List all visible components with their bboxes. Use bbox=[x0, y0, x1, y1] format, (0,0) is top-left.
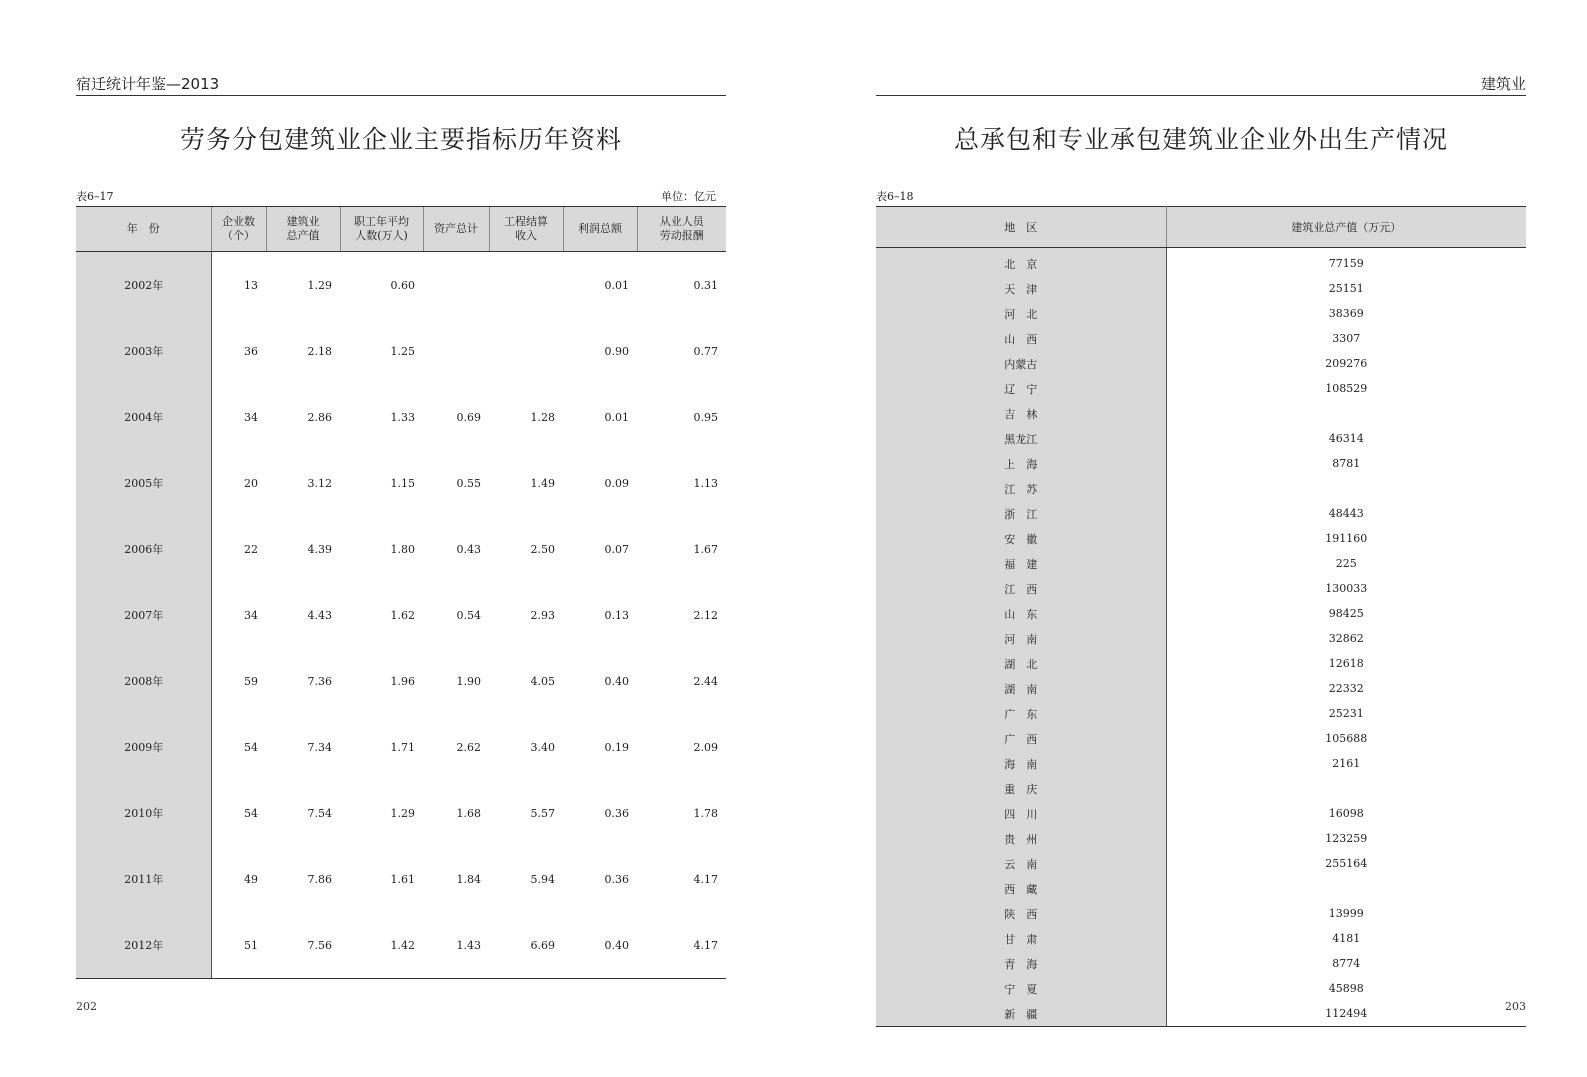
column-header bbox=[340, 207, 423, 252]
table-row bbox=[876, 401, 1526, 426]
value-cell: 1.13 bbox=[693, 476, 718, 490]
left-page bbox=[76, 0, 726, 1077]
region-cell: 吉 林 bbox=[876, 401, 1166, 426]
value-cell: 7.36 bbox=[307, 674, 332, 688]
value-cell: 98425 bbox=[1328, 607, 1364, 620]
table-row bbox=[876, 676, 1526, 701]
value-cell: 2.12 bbox=[693, 608, 718, 622]
value-cell: 13999 bbox=[1328, 907, 1364, 920]
value-cell: 4181 bbox=[1332, 932, 1361, 945]
value-cell: 54 bbox=[244, 740, 258, 754]
value-cell: 1.61 bbox=[390, 872, 415, 886]
table-row bbox=[876, 426, 1526, 451]
value-cell: 8774 bbox=[1332, 957, 1361, 970]
value-cell: 0.09 bbox=[604, 476, 629, 490]
value-cell: 0.60 bbox=[390, 278, 415, 292]
value-cell: 51 bbox=[211, 912, 266, 979]
header-rule bbox=[76, 95, 726, 96]
value-cell: 1.90 bbox=[456, 674, 481, 688]
value-cell: 2.93 bbox=[530, 608, 555, 622]
region-cell: 山 东 bbox=[876, 601, 1166, 626]
table-row bbox=[876, 776, 1526, 801]
table-body bbox=[76, 252, 726, 979]
table-row bbox=[876, 926, 1526, 951]
value-cell: 4.17 bbox=[637, 912, 726, 979]
region-cell: 江 西 bbox=[876, 576, 1166, 601]
region-cell: 四 川 bbox=[876, 801, 1166, 826]
column-header bbox=[489, 207, 563, 252]
value-cell: 34 bbox=[244, 410, 258, 424]
value-cell: 0.43 bbox=[456, 542, 481, 556]
year-cell: 2003年 bbox=[76, 318, 211, 384]
year-cell: 2009年 bbox=[76, 714, 211, 780]
value-cell: 0.36 bbox=[604, 806, 629, 820]
value-cell: 1.29 bbox=[390, 806, 415, 820]
region-cell: 山 西 bbox=[876, 326, 1166, 351]
region-cell: 上 海 bbox=[876, 451, 1166, 476]
value-cell: 4.43 bbox=[307, 608, 332, 622]
value-cell: 1.67 bbox=[693, 542, 718, 556]
value-cell bbox=[423, 318, 489, 384]
table-row bbox=[76, 846, 726, 912]
table-row bbox=[876, 576, 1526, 601]
value-cell: 36 bbox=[244, 344, 258, 358]
region-cell: 新 疆 bbox=[876, 1001, 1166, 1027]
table-row bbox=[876, 901, 1526, 926]
page-number-left: 202 bbox=[76, 1000, 97, 1013]
page-number-right: 203 bbox=[1505, 1000, 1526, 1013]
table-row bbox=[76, 648, 726, 714]
table-row bbox=[76, 714, 726, 780]
value-cell: 4.05 bbox=[530, 674, 555, 688]
running-head-right bbox=[876, 74, 1526, 94]
header-line: 劳动报酬 bbox=[659, 229, 704, 242]
value-cell bbox=[489, 252, 563, 319]
header-line: 建筑业 bbox=[286, 215, 320, 228]
header-line: 年 份 bbox=[126, 222, 160, 235]
value-cell bbox=[423, 252, 489, 319]
table-row bbox=[876, 351, 1526, 376]
table-row bbox=[76, 516, 726, 582]
column-header bbox=[423, 207, 489, 252]
value-cell: 3307 bbox=[1332, 332, 1361, 345]
column-header bbox=[266, 207, 340, 252]
value-cell: 1.49 bbox=[530, 476, 555, 490]
value-cell: 32862 bbox=[1328, 632, 1364, 645]
region-cell: 浙 江 bbox=[876, 501, 1166, 526]
value-cell bbox=[1166, 876, 1526, 901]
page-title-right: 总承包和专业承包建筑业企业外出生产情况 bbox=[953, 125, 1448, 154]
table-header-row bbox=[76, 207, 726, 252]
value-cell: 0.55 bbox=[456, 476, 481, 490]
value-cell: 0.54 bbox=[456, 608, 481, 622]
value-cell: 191160 bbox=[1325, 532, 1368, 545]
value-cell: 123259 bbox=[1325, 832, 1368, 845]
value-cell: 0.69 bbox=[456, 410, 481, 424]
region-cell: 北 京 bbox=[876, 248, 1166, 277]
region-cell: 云 南 bbox=[876, 851, 1166, 876]
region-cell: 甘 肃 bbox=[876, 926, 1166, 951]
running-head-text: 宿迁统计年鉴—2013 bbox=[76, 75, 220, 93]
region-cell: 天 津 bbox=[876, 276, 1166, 301]
column-header: 地 区 bbox=[876, 207, 1166, 248]
value-cell: 22332 bbox=[1328, 682, 1364, 695]
value-cell: 2.18 bbox=[307, 344, 332, 358]
value-cell: 0.19 bbox=[604, 740, 629, 754]
value-cell: 0.13 bbox=[604, 608, 629, 622]
value-cell: 4.39 bbox=[307, 542, 332, 556]
value-cell: 1.80 bbox=[390, 542, 415, 556]
value-cell: 38369 bbox=[1328, 307, 1364, 320]
region-cell: 河 北 bbox=[876, 301, 1166, 326]
value-cell: 1.68 bbox=[456, 806, 481, 820]
table-row bbox=[876, 526, 1526, 551]
table-row bbox=[76, 318, 726, 384]
header-rule bbox=[876, 95, 1526, 96]
value-cell: 59 bbox=[244, 674, 258, 688]
value-cell: 2161 bbox=[1332, 757, 1361, 770]
region-cell: 海 南 bbox=[876, 751, 1166, 776]
value-cell: 13 bbox=[244, 278, 258, 292]
value-cell: 0.07 bbox=[604, 542, 629, 556]
region-cell: 安 徽 bbox=[876, 526, 1166, 551]
value-cell: 108529 bbox=[1325, 382, 1368, 395]
value-cell: 8781 bbox=[1332, 457, 1361, 470]
table-row bbox=[76, 780, 726, 846]
value-cell: 4.17 bbox=[693, 872, 718, 886]
year-cell: 2006年 bbox=[76, 516, 211, 582]
column-header bbox=[211, 207, 266, 252]
value-cell: 2.62 bbox=[456, 740, 481, 754]
header-line: 企业数 bbox=[222, 215, 255, 228]
table-code-right: 表6–18 bbox=[876, 190, 914, 203]
page-title-left: 劳务分包建筑业企业主要指标历年资料 bbox=[179, 125, 622, 154]
column-header bbox=[76, 207, 211, 252]
value-cell: 1.96 bbox=[390, 674, 415, 688]
value-cell: 34 bbox=[244, 608, 258, 622]
value-cell: 0.95 bbox=[693, 410, 718, 424]
table-row bbox=[876, 248, 1526, 277]
header-line: （个） bbox=[222, 229, 255, 242]
region-cell: 广 西 bbox=[876, 726, 1166, 751]
table-row bbox=[876, 501, 1526, 526]
value-cell: 0.31 bbox=[693, 278, 718, 292]
region-cell: 河 南 bbox=[876, 626, 1166, 651]
value-cell: 12618 bbox=[1328, 657, 1364, 670]
table-row bbox=[876, 751, 1526, 776]
table-row bbox=[876, 1001, 1526, 1027]
value-cell: 7.54 bbox=[307, 806, 332, 820]
value-cell bbox=[1166, 401, 1526, 426]
table-header-row bbox=[876, 207, 1526, 248]
region-cell: 辽 宁 bbox=[876, 376, 1166, 401]
value-cell: 5.57 bbox=[530, 806, 555, 820]
value-cell: 2.50 bbox=[530, 542, 555, 556]
table-row bbox=[876, 326, 1526, 351]
region-cell: 陕 西 bbox=[876, 901, 1166, 926]
value-cell: 3.12 bbox=[307, 476, 332, 490]
value-cell: 0.36 bbox=[604, 872, 629, 886]
region-cell: 重 庆 bbox=[876, 776, 1166, 801]
value-cell: 255164 bbox=[1325, 857, 1368, 870]
value-cell: 48443 bbox=[1328, 507, 1364, 520]
value-cell: 20 bbox=[244, 476, 258, 490]
value-cell: 2.44 bbox=[693, 674, 718, 688]
column-header bbox=[563, 207, 637, 252]
header-line: 人数(万人) bbox=[355, 229, 408, 242]
table-row bbox=[876, 826, 1526, 851]
table-row bbox=[876, 951, 1526, 976]
table-row bbox=[76, 912, 726, 979]
header-line: 从业人员 bbox=[659, 215, 704, 228]
value-cell bbox=[489, 318, 563, 384]
value-cell: 77159 bbox=[1328, 257, 1364, 270]
year-cell: 2012年 bbox=[76, 912, 211, 979]
value-cell: 1.43 bbox=[423, 912, 489, 979]
value-cell: 1.15 bbox=[390, 476, 415, 490]
region-cell: 湖 南 bbox=[876, 676, 1166, 701]
value-cell: 7.56 bbox=[266, 912, 340, 979]
region-cell: 青 海 bbox=[876, 951, 1166, 976]
column-header: 建筑业总产值（万元） bbox=[1166, 207, 1526, 248]
value-cell: 225 bbox=[1335, 557, 1357, 570]
column-header bbox=[637, 207, 726, 252]
external-production-table bbox=[876, 206, 1526, 1027]
value-cell: 49 bbox=[244, 872, 258, 886]
header-line: 职工年平均 bbox=[354, 215, 409, 228]
table-row bbox=[76, 252, 726, 319]
right-page bbox=[876, 0, 1526, 1077]
header-line: 工程结算 bbox=[504, 215, 548, 228]
value-cell: 22 bbox=[244, 542, 258, 556]
table-row bbox=[876, 626, 1526, 651]
table-row bbox=[876, 851, 1526, 876]
value-cell: 209276 bbox=[1325, 357, 1368, 370]
value-cell: 0.77 bbox=[693, 344, 718, 358]
table-row bbox=[876, 276, 1526, 301]
table-row bbox=[876, 301, 1526, 326]
region-cell: 内蒙古 bbox=[876, 351, 1166, 376]
table-body bbox=[876, 248, 1526, 1027]
value-cell: 5.94 bbox=[530, 872, 555, 886]
year-cell: 2004年 bbox=[76, 384, 211, 450]
value-cell: 7.34 bbox=[307, 740, 332, 754]
value-cell bbox=[1166, 476, 1526, 501]
value-cell: 1.42 bbox=[340, 912, 423, 979]
table-row bbox=[876, 451, 1526, 476]
value-cell: 2.09 bbox=[693, 740, 718, 754]
region-cell: 江 苏 bbox=[876, 476, 1166, 501]
value-cell: 105688 bbox=[1325, 732, 1368, 745]
region-cell: 西 藏 bbox=[876, 876, 1166, 901]
value-cell: 16098 bbox=[1328, 807, 1364, 820]
value-cell: 1.33 bbox=[390, 410, 415, 424]
value-cell: 7.86 bbox=[307, 872, 332, 886]
region-cell: 福 建 bbox=[876, 551, 1166, 576]
region-cell: 宁 夏 bbox=[876, 976, 1166, 1001]
header-line: 收入 bbox=[515, 229, 537, 242]
table-row bbox=[876, 726, 1526, 751]
region-cell: 广 东 bbox=[876, 701, 1166, 726]
table-row bbox=[76, 450, 726, 516]
value-cell: 1.84 bbox=[456, 872, 481, 886]
value-cell: 45898 bbox=[1328, 982, 1364, 995]
year-cell: 2002年 bbox=[76, 252, 211, 319]
year-cell: 2008年 bbox=[76, 648, 211, 714]
value-cell: 25151 bbox=[1328, 282, 1364, 295]
value-cell: 2.86 bbox=[307, 410, 332, 424]
labor-subcontract-table bbox=[76, 206, 726, 979]
value-cell: 130033 bbox=[1325, 582, 1368, 595]
header-line: 总产值 bbox=[286, 229, 320, 242]
value-cell: 1.28 bbox=[530, 410, 555, 424]
table-row bbox=[876, 601, 1526, 626]
running-head-left bbox=[76, 74, 726, 94]
region-cell: 湖 北 bbox=[876, 651, 1166, 676]
table-code-left: 表6–17 bbox=[76, 190, 114, 203]
year-cell: 2007年 bbox=[76, 582, 211, 648]
value-cell: 3.40 bbox=[530, 740, 555, 754]
value-cell: 0.40 bbox=[563, 912, 637, 979]
value-cell: 0.01 bbox=[604, 278, 629, 292]
value-cell: 0.01 bbox=[604, 410, 629, 424]
value-cell: 1.25 bbox=[390, 344, 415, 358]
header-line: 利润总额 bbox=[578, 222, 622, 235]
table-row bbox=[876, 376, 1526, 401]
value-cell: 1.78 bbox=[693, 806, 718, 820]
table-row bbox=[876, 876, 1526, 901]
table-row bbox=[876, 976, 1526, 1001]
table-unit: 单位：亿元 bbox=[661, 190, 716, 203]
value-cell: 112494 bbox=[1166, 1001, 1526, 1027]
table-row bbox=[876, 476, 1526, 501]
value-cell: 1.62 bbox=[390, 608, 415, 622]
value-cell: 1.29 bbox=[307, 278, 332, 292]
year-cell: 2005年 bbox=[76, 450, 211, 516]
value-cell bbox=[1166, 776, 1526, 801]
table-row bbox=[876, 701, 1526, 726]
region-cell: 贵 州 bbox=[876, 826, 1166, 851]
value-cell: 1.71 bbox=[390, 740, 415, 754]
value-cell: 25231 bbox=[1328, 707, 1364, 720]
value-cell: 6.69 bbox=[489, 912, 563, 979]
region-cell: 黑龙江 bbox=[876, 426, 1166, 451]
table-row bbox=[876, 651, 1526, 676]
table-row bbox=[76, 384, 726, 450]
year-cell: 2011年 bbox=[76, 846, 211, 912]
table-row bbox=[876, 801, 1526, 826]
header-line: 资产总计 bbox=[434, 222, 478, 235]
value-cell: 54 bbox=[244, 806, 258, 820]
table-row bbox=[76, 582, 726, 648]
value-cell: 0.90 bbox=[604, 344, 629, 358]
year-cell: 2010年 bbox=[76, 780, 211, 846]
running-head-text: 建筑业 bbox=[1480, 75, 1526, 93]
value-cell: 0.40 bbox=[604, 674, 629, 688]
value-cell: 46314 bbox=[1328, 432, 1364, 445]
table-row bbox=[876, 551, 1526, 576]
